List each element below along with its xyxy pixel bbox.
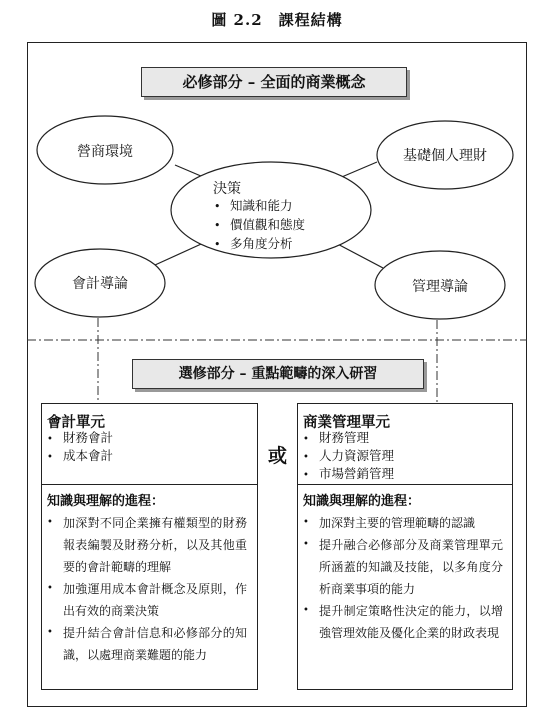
accounting-unit-box bbox=[41, 403, 258, 690]
progression-item: • 提升制定策略性決定的能力，以增強管理效能及優化企業的財政表現 bbox=[303, 600, 503, 644]
unit-item: • 市場營銷管理 bbox=[303, 466, 394, 484]
management-intro-label: 管理導論 bbox=[412, 279, 468, 295]
accounting-unit-title: 會計單元 bbox=[47, 414, 105, 431]
unit-divider bbox=[298, 484, 512, 485]
accounting-unit-items bbox=[47, 430, 113, 466]
accounting-progression-list bbox=[47, 512, 247, 666]
figure-title: 圖 2.2 課程結構 bbox=[211, 11, 343, 29]
decision-item: • 價值觀和態度 bbox=[214, 216, 305, 235]
business-environment-label: 營商環境 bbox=[77, 144, 133, 160]
progression-item: • 加深對不同企業擁有權類型的財務報表編製及財務分析，以及其他重要的會計範疇的理解 bbox=[47, 512, 247, 578]
unit-divider bbox=[42, 484, 257, 485]
management-progression-list bbox=[303, 512, 503, 644]
decision-item: • 知識和能力 bbox=[214, 197, 305, 216]
decision-item: • 多角度分析 bbox=[214, 235, 305, 254]
unit-item: • 成本會計 bbox=[47, 448, 113, 466]
management-unit-items bbox=[303, 430, 394, 484]
unit-item: • 人力資源管理 bbox=[303, 448, 394, 466]
management-unit-box bbox=[297, 403, 513, 690]
accounting-progression-title: 知識與理解的進程： bbox=[47, 494, 165, 509]
progression-item: • 加強運用成本會計概念及原則，作出有效的商業決策 bbox=[47, 578, 247, 622]
core-section-title: 必修部分 – 全面的商業概念 bbox=[141, 67, 407, 97]
management-progression-title: 知識與理解的進程： bbox=[303, 494, 421, 509]
personal-finance-label: 基礎個人理財 bbox=[403, 148, 487, 164]
decision-title: 決策 bbox=[213, 181, 241, 197]
elective-section-title: 選修部分 – 重點範疇的深入研習 bbox=[132, 359, 424, 389]
management-unit-title: 商業管理單元 bbox=[303, 414, 390, 431]
unit-item: • 財務管理 bbox=[303, 430, 394, 448]
or-connector: 或 bbox=[268, 445, 288, 467]
accounting-intro-label: 會計導論 bbox=[72, 276, 128, 292]
progression-item: • 提升融合必修部分及商業管理單元所涵蓋的知識及技能，以多角度分析商業事項的能力 bbox=[303, 534, 503, 600]
decision-list bbox=[214, 197, 305, 254]
unit-item: • 財務會計 bbox=[47, 430, 113, 448]
progression-item: • 提升結合會計信息和必修部分的知識，以處理商業難題的能力 bbox=[47, 622, 247, 666]
progression-item: • 加深對主要的管理範疇的認識 bbox=[303, 512, 503, 534]
